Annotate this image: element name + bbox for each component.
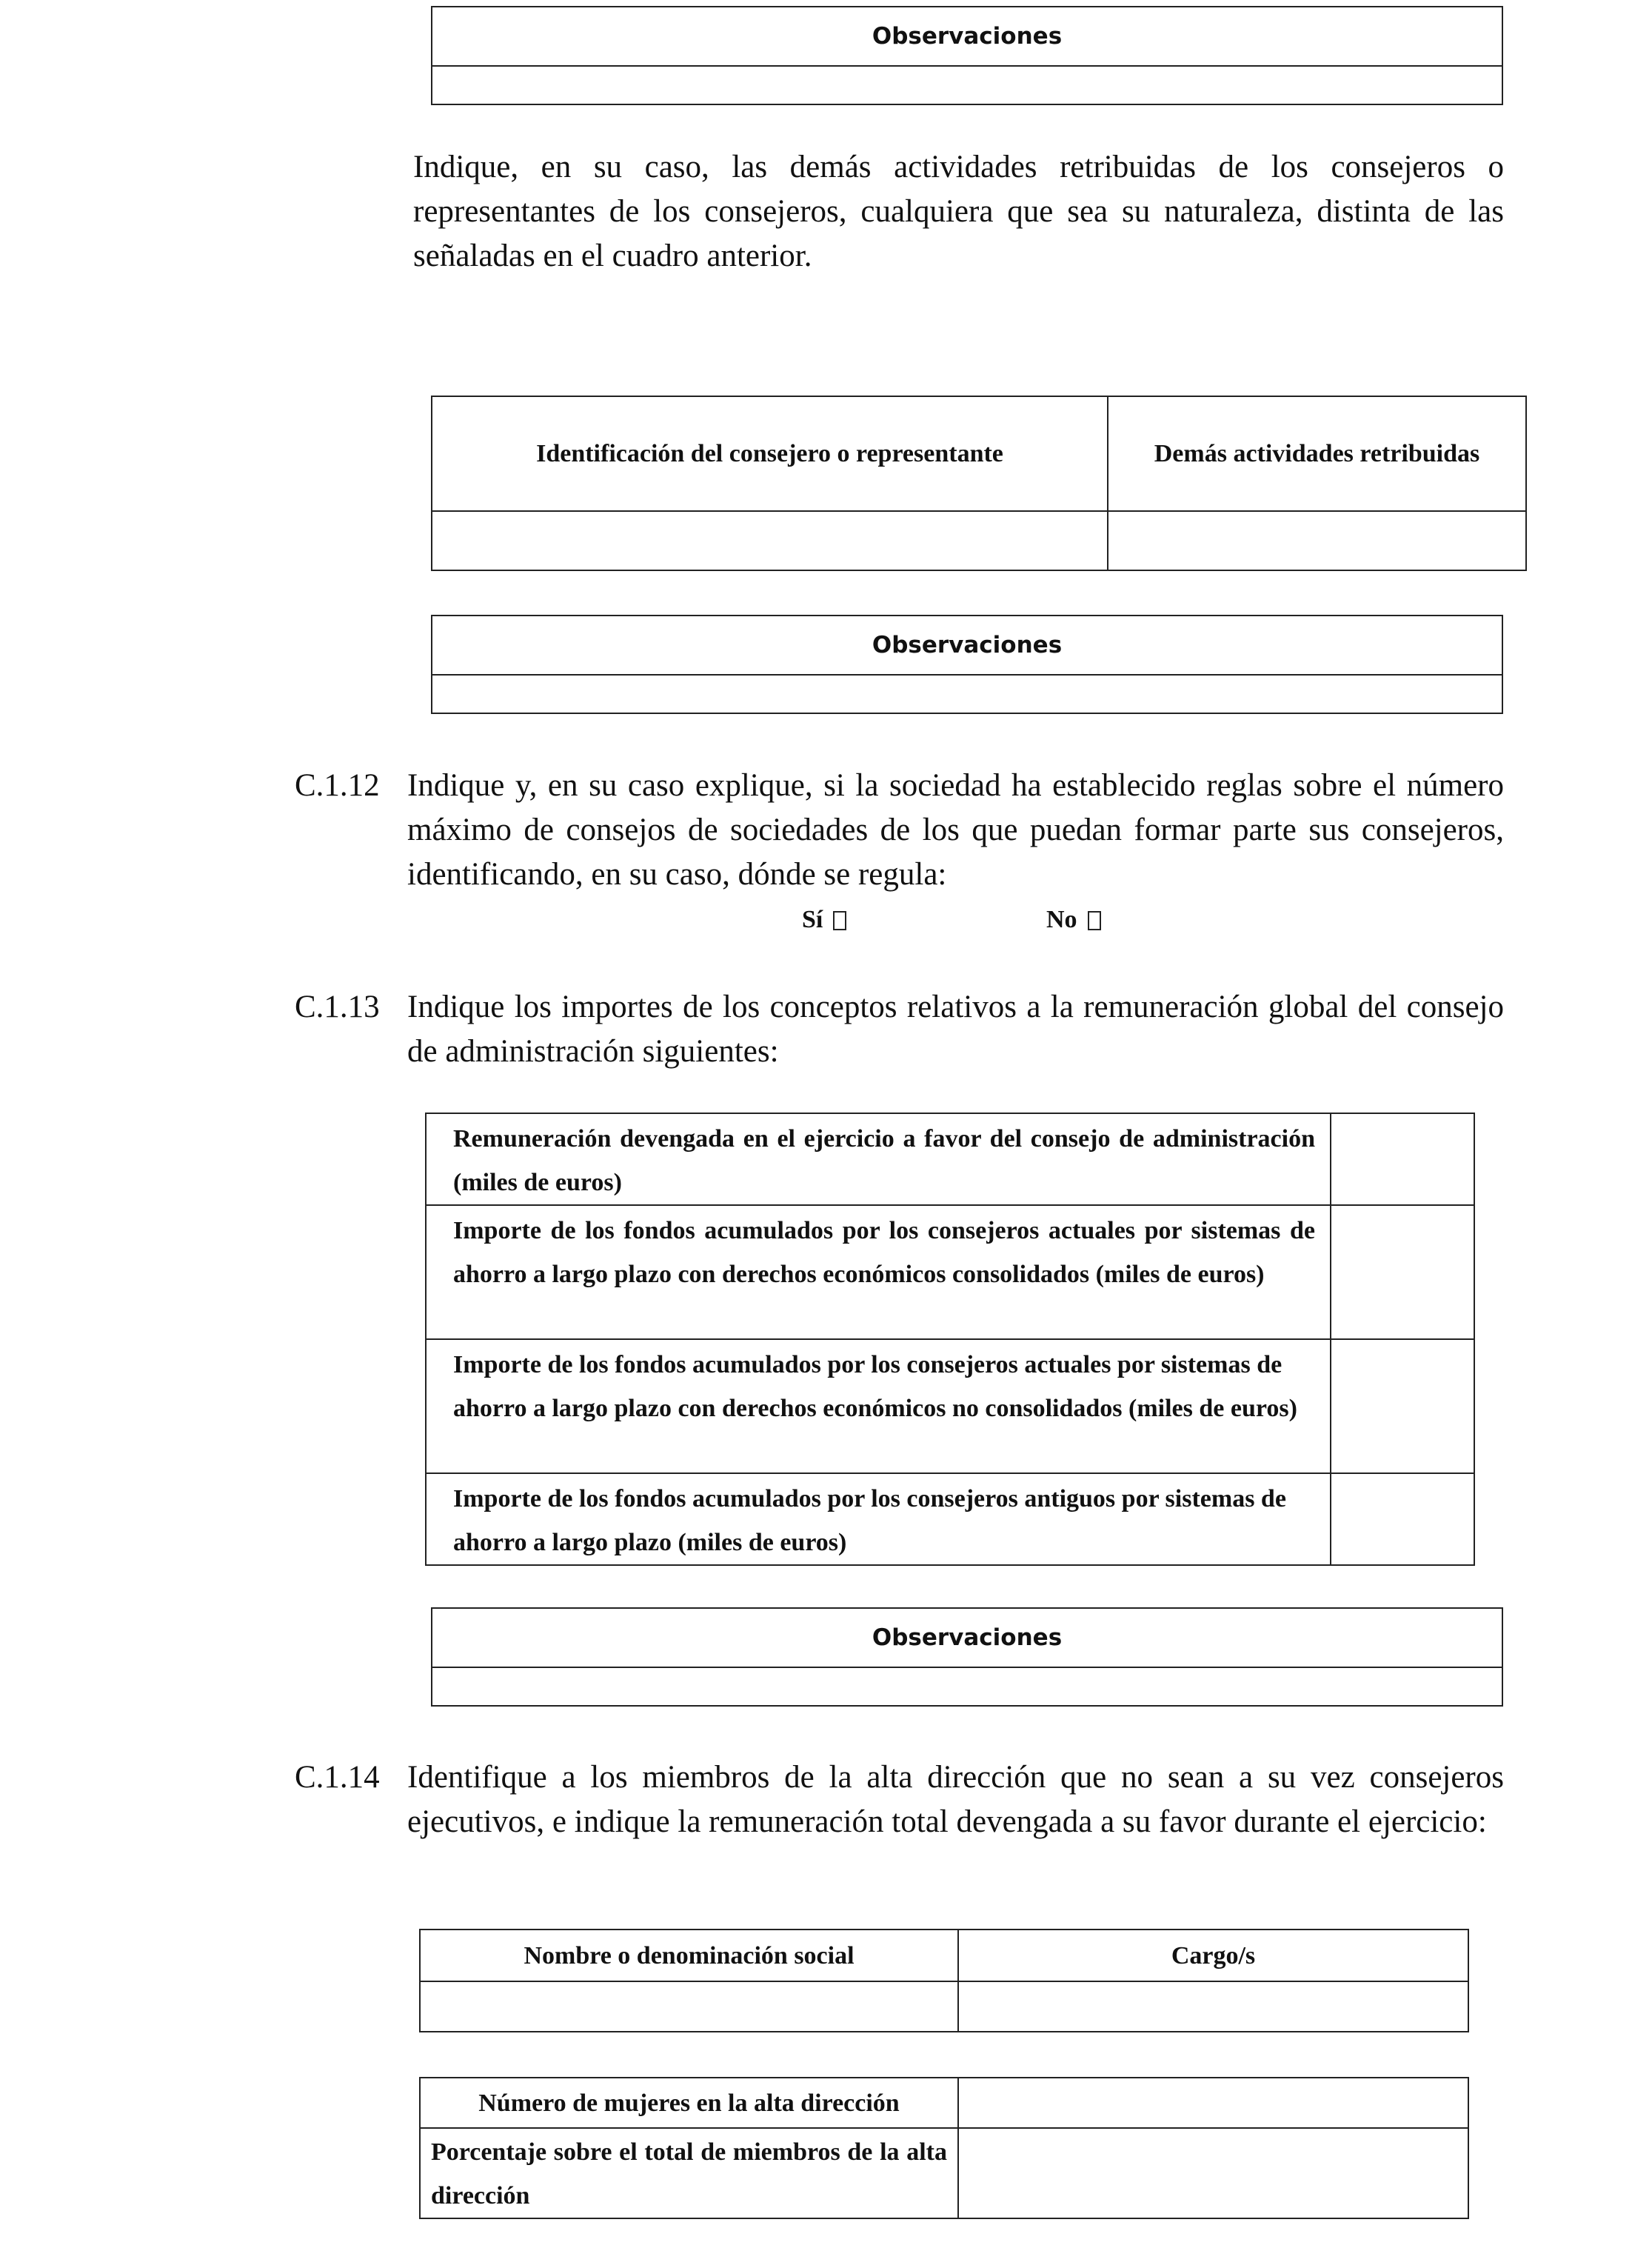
col-header-cargo: Cargo/s	[958, 1930, 1468, 1981]
observaciones-field[interactable]	[432, 675, 1502, 713]
section-number-c1-13: C.1.13	[295, 990, 380, 1024]
no-checkbox[interactable]	[1088, 911, 1101, 930]
cell-identificacion[interactable]	[432, 511, 1108, 570]
col-header-identificacion: Identificación del consejero o representante	[432, 396, 1108, 511]
observaciones-header: Observaciones	[432, 1608, 1502, 1667]
section-number-c1-12: C.1.12	[295, 768, 380, 803]
paragraph-otras-actividades: Indique, en su caso, las demás actividades retribuidas de los consejeros o representantes de los consejeros, cualquiera que sea su naturaleza, distinta de las señaladas en el cuadro anterior.	[413, 150, 1504, 273]
observaciones-header: Observaciones	[432, 7, 1502, 66]
remuneracion-row-label: Importe de los fondos acumulados por los consejeros antiguos por sistemas de ahorro a largo plazo (miles de euros)	[426, 1473, 1331, 1565]
no-label: No	[1046, 906, 1077, 933]
remuneracion-row-label: Importe de los fondos acumulados por los consejeros actuales por sistemas de ahorro a largo plazo con derechos económicos consolidados (miles de euros)	[426, 1205, 1331, 1339]
row-label-numero-mujeres: Número de mujeres en la alta dirección	[420, 2078, 958, 2128]
observaciones-field[interactable]	[432, 66, 1502, 104]
mujeres-table	[419, 2077, 1469, 2219]
cell-porcentaje[interactable]	[958, 2128, 1468, 2218]
actividades-table	[431, 396, 1527, 571]
cell-nombre[interactable]	[420, 1981, 958, 2032]
remuneracion-table	[425, 1113, 1475, 1566]
remuneracion-row-label: Remuneración devengada en el ejercicio a favor del consejo de administración (miles de euros)	[426, 1113, 1331, 1205]
observaciones-field[interactable]	[432, 1667, 1502, 1706]
remuneracion-row-value[interactable]	[1331, 1113, 1474, 1205]
remuneracion-row-value[interactable]	[1331, 1205, 1474, 1339]
alta-direccion-table	[419, 1929, 1469, 2032]
section-text-c1-14: Identifique a los miembros de la alta dirección que no sean a su vez consejeros ejecutivos, e indique la remuneración total devengada a su favor durante el ejercicio:	[407, 1760, 1504, 1839]
cell-numero-mujeres[interactable]	[958, 2078, 1468, 2128]
cell-cargo[interactable]	[958, 1981, 1468, 2032]
section-number-c1-14: C.1.14	[295, 1760, 380, 1795]
observaciones-table-2	[431, 615, 1503, 714]
observaciones-header: Observaciones	[432, 616, 1502, 675]
section-text-c1-12: Indique y, en su caso explique, si la sociedad ha establecido reglas sobre el número máximo de consejos de sociedades de los que puedan formar parte sus consejeros, identificando, en su caso, dónde se regula:	[407, 768, 1504, 892]
observaciones-table-3	[431, 1607, 1503, 1707]
yes-option[interactable]	[802, 905, 846, 935]
observaciones-table-1	[431, 6, 1503, 105]
remuneracion-row-value[interactable]	[1331, 1339, 1474, 1473]
col-header-demas-actividades: Demás actividades retribuidas	[1108, 396, 1526, 511]
yes-label: Sí	[802, 906, 823, 933]
cell-demas-actividades[interactable]	[1108, 511, 1526, 570]
col-header-nombre: Nombre o denominación social	[420, 1930, 958, 1981]
remuneracion-row-value[interactable]	[1331, 1473, 1474, 1565]
row-label-porcentaje: Porcentaje sobre el total de miembros de la alta dirección	[420, 2128, 958, 2218]
yes-checkbox[interactable]	[833, 911, 846, 930]
section-text-c1-13: Indique los importes de los conceptos relativos a la remuneración global del consejo de administración siguientes:	[407, 990, 1504, 1069]
remuneracion-row-label: Importe de los fondos acumulados por los consejeros actuales por sistemas de ahorro a largo plazo con derechos económicos no consolidados (miles de euros)	[426, 1339, 1331, 1473]
no-option[interactable]	[1046, 905, 1101, 935]
